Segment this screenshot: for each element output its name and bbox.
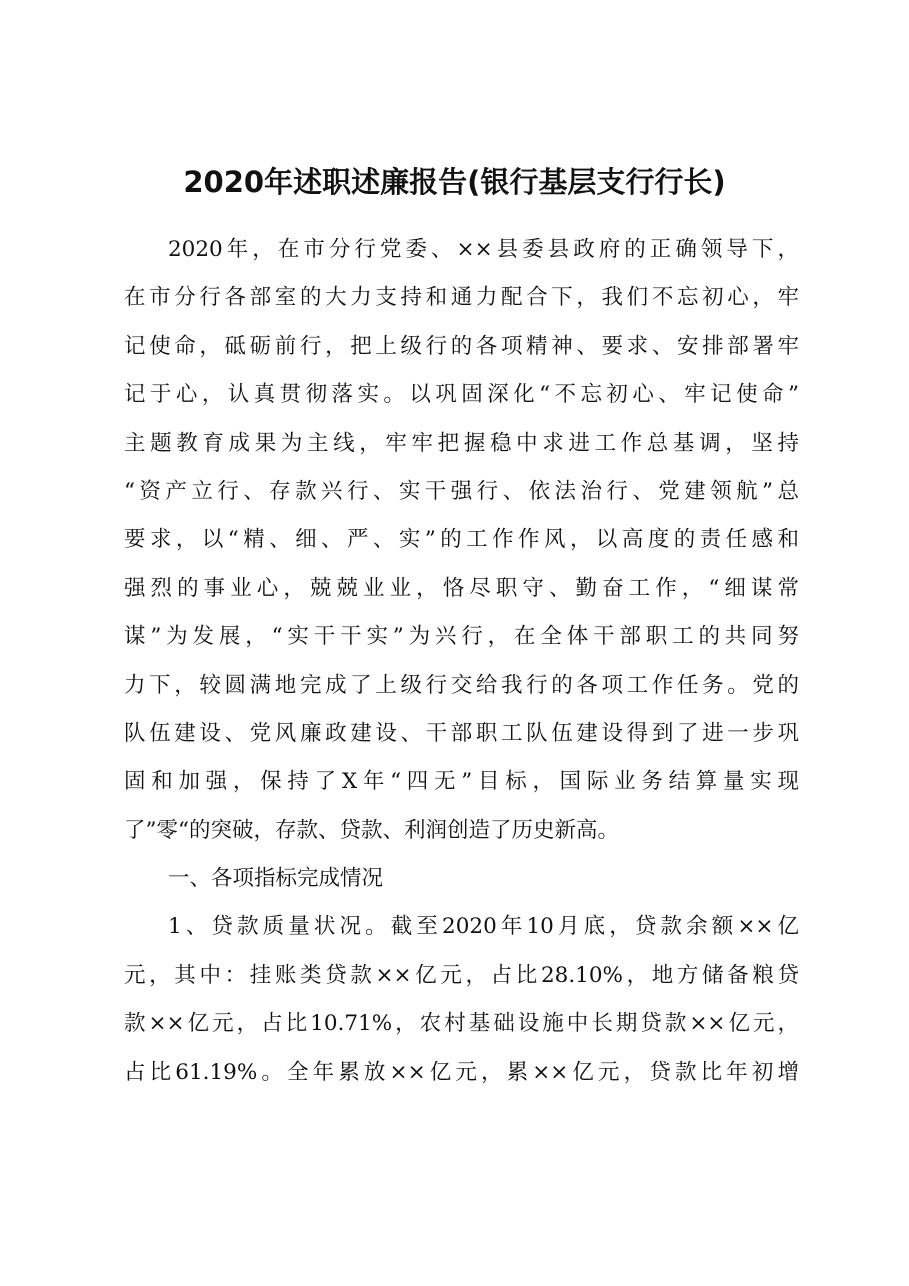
- paragraph-2-line-2: 元，其中：挂账类贷款××亿元，占比28.10%，地方储备粮贷: [124, 962, 799, 988]
- paragraph-1-line-11: 队伍建设、党风廉政建设、干部职工队伍建设得到了进一步巩: [124, 720, 799, 746]
- paragraph-1-line-6: “资产立行、存款兴行、实干强行、依法治行、党建领航”总: [124, 478, 799, 504]
- paragraph-1-line-10: 力下，较圆满地完成了上级行交给我行的各项工作任务。党的: [124, 672, 799, 698]
- document-title: 2020年述职述廉报告(银行基层支行行长): [183, 165, 726, 199]
- section-1-heading: 一、各项指标完成情况: [168, 866, 384, 892]
- paragraph-2-line-4: 占比61.19%。全年累放××亿元，累××亿元，贷款比年初增: [124, 1059, 799, 1085]
- paragraph-1-line-5: 主题教育成果为主线，牢牢把握稳中求进工作总基调，坚持: [124, 430, 799, 456]
- paragraph-1-line-13: 了”零“的突破，存款、贷款、利润创造了历史新高。: [124, 817, 619, 843]
- paragraph-1-line-2: 在市分行各部室的大力支持和通力配合下，我们不忘初心，牢: [124, 285, 799, 311]
- paragraph-1-line-3: 记使命，砥砺前行，把上级行的各项精神、要求、安排部署牢: [124, 333, 799, 359]
- paragraph-1-line-9: 谋”为发展，“实干干实”为兴行，在全体干部职工的共同努: [124, 624, 799, 650]
- paragraph-1-line-1: 2020年，在市分行党委、××县委县政府的正确领导下，: [168, 237, 799, 262]
- paragraph-1-line-7: 要求，以“精、细、严、实”的工作作风，以高度的责任感和: [124, 527, 799, 553]
- paragraph-1-line-12: 固和加强，保持了X年“四无”目标，国际业务结算量实现: [124, 769, 799, 795]
- document-body: [124, 226, 799, 1097]
- paragraph-2-line-3: 款××亿元，占比10.71%，农村基础设施中长期贷款××亿元，: [124, 1011, 799, 1037]
- paragraph-1-line-8: 强烈的事业心，兢兢业业，恪尽职守、勤奋工作，“细谋常: [124, 575, 799, 601]
- paragraph-2-line-1: 1、贷款质量状况。截至2020年10月底，贷款余额××亿: [168, 914, 799, 940]
- paragraph-1-line-4: 记于心，认真贯彻落实。以巩固深化“不忘初心、牢记使命”: [124, 382, 799, 408]
